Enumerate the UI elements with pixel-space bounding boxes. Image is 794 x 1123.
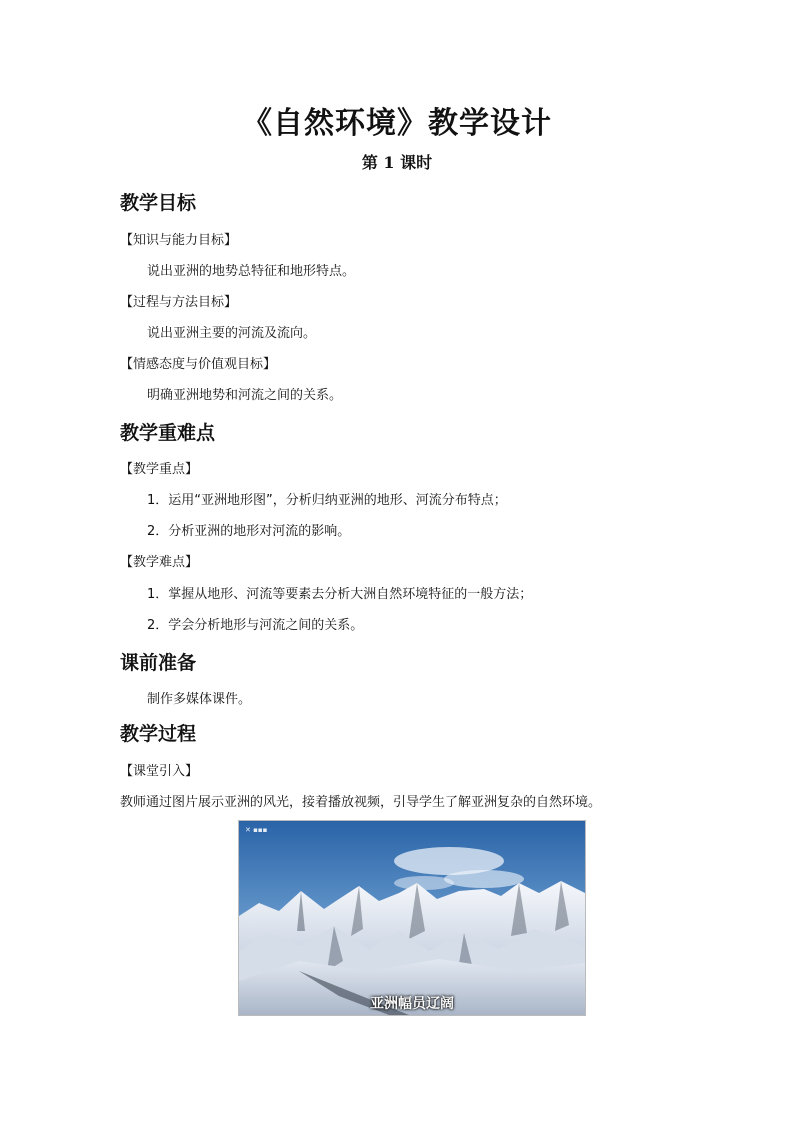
- heading-preparation: 课前准备: [120, 652, 197, 674]
- text-emotion: 明确亚洲地势和河流之间的关系。: [147, 388, 343, 403]
- label-focus: 【教学重点】: [120, 462, 199, 477]
- heading-objectives: 教学目标: [120, 192, 197, 214]
- video-caption: 亚洲幅员辽阔: [370, 996, 454, 1012]
- text-knowledge: 说出亚洲的地势总特征和地形特点。: [147, 264, 356, 279]
- lesson-period: 第 1 课时: [361, 153, 433, 172]
- broadcaster-logo: ✕ ▪▪▪: [245, 826, 268, 834]
- text-intro: 教师通过图片展示亚洲的风光，接着播放视频，引导学生了解亚洲复杂的自然环境。: [120, 795, 602, 810]
- list-item-focus-1: 1．运用“亚洲地形图”，分析归纳亚洲的地形、河流分布特点；: [147, 493, 507, 508]
- mountain-scene: [239, 821, 585, 1015]
- text-preparation: 制作多媒体课件。: [147, 692, 252, 707]
- label-process: 【过程与方法目标】: [120, 295, 238, 310]
- heading-process: 教学过程: [120, 723, 197, 745]
- label-intro: 【课堂引入】: [120, 764, 199, 779]
- document-title: 《自然环境》教学设计: [242, 106, 552, 141]
- text-process: 说出亚洲主要的河流及流向。: [147, 326, 317, 341]
- label-emotion: 【情感态度与价值观目标】: [120, 357, 277, 372]
- list-item-focus-2: 2．分析亚洲的地形对河流的影响。: [147, 524, 351, 539]
- mountain-photo: [238, 820, 586, 1016]
- label-knowledge: 【知识与能力目标】: [120, 233, 238, 248]
- list-item-difficulty-2: 2．学会分析地形与河流之间的关系。: [147, 618, 364, 633]
- heading-key-points: 教学重难点: [120, 422, 216, 444]
- label-difficulty: 【教学难点】: [120, 555, 199, 570]
- list-item-difficulty-1: 1．掌握从地形、河流等要素去分析大洲自然环境特征的一般方法；: [147, 587, 533, 602]
